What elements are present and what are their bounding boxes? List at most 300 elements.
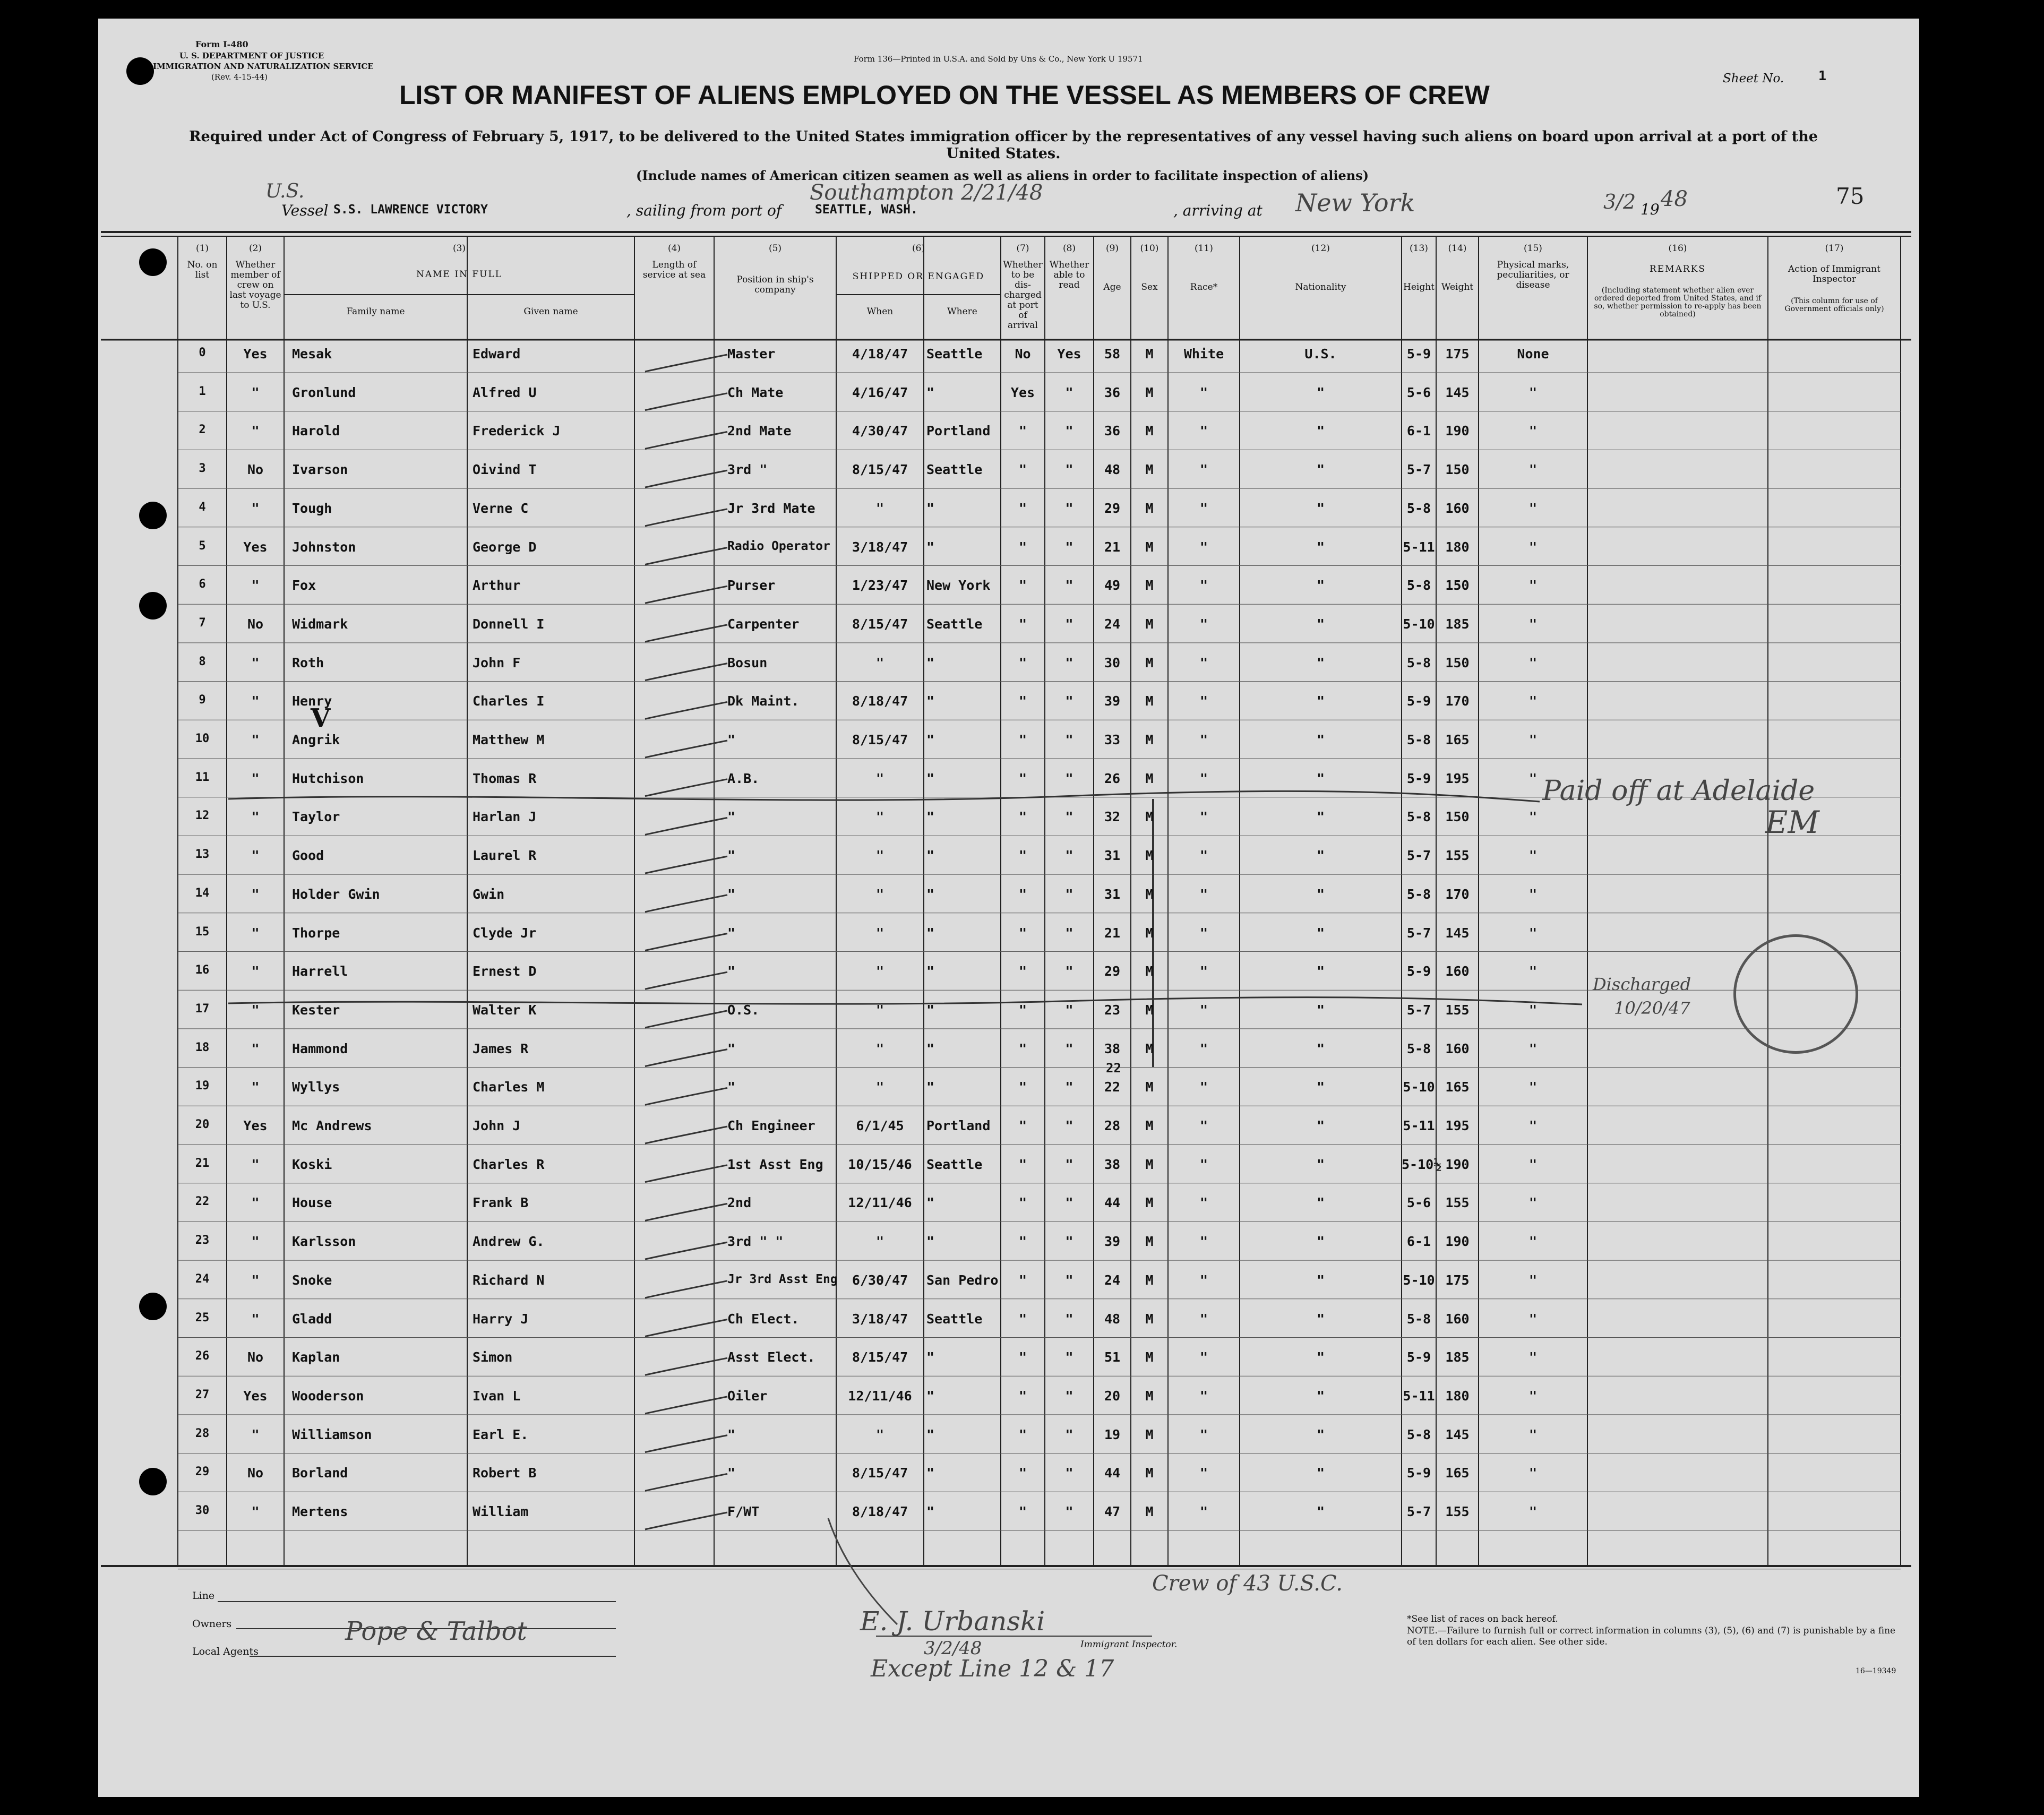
cell-no: 19 bbox=[195, 1079, 210, 1093]
cell-where: New York bbox=[926, 578, 991, 593]
cell-given: Frederick J bbox=[473, 423, 561, 439]
cell-where: " bbox=[926, 1002, 935, 1018]
cell-read: " bbox=[1065, 1002, 1073, 1018]
cell-last: " bbox=[251, 578, 260, 593]
cell-age: 36 bbox=[1104, 423, 1121, 439]
cell-given: John J bbox=[473, 1118, 521, 1133]
cell-weight: 190 bbox=[1445, 423, 1470, 439]
cell-race: " bbox=[1199, 1349, 1208, 1365]
cell-nat: " bbox=[1316, 886, 1325, 902]
cell-read: " bbox=[1065, 925, 1073, 941]
cell-last: " bbox=[251, 1156, 260, 1172]
cell-age: 31 bbox=[1104, 848, 1121, 864]
cell-sex: M bbox=[1145, 1079, 1154, 1095]
column-number: (12) bbox=[1311, 243, 1330, 254]
cell-where: " bbox=[926, 1465, 935, 1481]
cell-pos: Oiler bbox=[727, 1388, 768, 1404]
cell-no: 27 bbox=[195, 1388, 210, 1401]
cell-sex: M bbox=[1145, 964, 1154, 979]
cell-disch: " bbox=[1018, 1272, 1027, 1288]
column-header: Whether to be dis-charged at port of arrival bbox=[1003, 260, 1043, 331]
cell-last: " bbox=[251, 964, 260, 979]
cell-height: 5-9 bbox=[1406, 693, 1431, 709]
cell-last: " bbox=[251, 1426, 260, 1442]
cell-last: No bbox=[247, 616, 264, 632]
cell-disch: " bbox=[1018, 1504, 1027, 1519]
cell-weight: 160 bbox=[1445, 964, 1470, 979]
cell-where: " bbox=[926, 500, 935, 516]
cell-when: 4/16/47 bbox=[852, 384, 908, 400]
column-header: Length of service at sea bbox=[642, 260, 706, 280]
cell-where: " bbox=[926, 1388, 935, 1404]
cell-race: " bbox=[1199, 925, 1208, 941]
cell-weight: 160 bbox=[1445, 1040, 1470, 1056]
crew-note: Crew of 43 U.S.C. bbox=[1152, 1571, 1343, 1596]
cell-sex: M bbox=[1145, 1465, 1154, 1481]
cell-weight: 180 bbox=[1445, 539, 1470, 555]
column-header: Age bbox=[1103, 282, 1121, 293]
cell-last: Yes bbox=[243, 1388, 268, 1404]
year-label: 19 bbox=[1641, 201, 1660, 218]
cell-given: Ivan L bbox=[473, 1388, 521, 1404]
cell-age: 32 bbox=[1104, 809, 1121, 825]
owners-label: Owners bbox=[192, 1618, 232, 1630]
cell-marks: " bbox=[1528, 964, 1538, 979]
cell-no: 20 bbox=[195, 1118, 210, 1131]
cell-where: " bbox=[926, 1234, 935, 1250]
vessel-prefix: U.S. bbox=[265, 180, 305, 202]
column-header: Sex bbox=[1141, 282, 1158, 293]
page-title: LIST OR MANIFEST OF ALIENS EMPLOYED ON THE VESSEL AS MEMBERS OF CREW bbox=[399, 80, 1490, 110]
year-hand: 48 bbox=[1661, 187, 1688, 211]
cell-when: 8/18/47 bbox=[852, 1504, 908, 1519]
cell-read: " bbox=[1065, 1504, 1073, 1519]
cell-last: " bbox=[251, 1195, 260, 1211]
cell-last: " bbox=[251, 886, 260, 902]
cell-age: 29 bbox=[1104, 500, 1121, 516]
cell-family: Koski bbox=[292, 1156, 332, 1172]
cell-read: " bbox=[1065, 964, 1073, 979]
cell-pos: " bbox=[727, 925, 736, 941]
cell-nat: " bbox=[1316, 1118, 1325, 1133]
cell-nat: " bbox=[1316, 848, 1325, 864]
cell-where: Seattle bbox=[926, 1311, 983, 1327]
cell-given: Walter K bbox=[473, 1002, 537, 1018]
cell-when: " bbox=[875, 886, 884, 902]
cell-family: Wyllys bbox=[292, 1079, 340, 1095]
cell-nat: " bbox=[1316, 1388, 1325, 1404]
cell-pos: " bbox=[727, 964, 736, 979]
cell-sex: M bbox=[1145, 732, 1154, 747]
cell-when: " bbox=[875, 1426, 884, 1442]
cell-weight: 150 bbox=[1445, 578, 1470, 593]
service: IMMIGRATION AND NATURALIZATION SERVICE bbox=[153, 62, 374, 71]
cell-read: " bbox=[1065, 1156, 1073, 1172]
cell-family: House bbox=[292, 1195, 332, 1211]
cell-last: Yes bbox=[243, 346, 268, 362]
column-header: Height bbox=[1403, 282, 1435, 293]
include-note: (Include names of American citizen seamen as well as aliens in order to facilitate inspection of aliens) bbox=[636, 168, 1369, 183]
cell-marks: " bbox=[1528, 1079, 1538, 1095]
cell-read: " bbox=[1065, 616, 1073, 632]
inspector-label: Immigrant Inspector. bbox=[1080, 1639, 1178, 1650]
cell-where: " bbox=[926, 693, 935, 709]
cell-no: 30 bbox=[195, 1504, 210, 1517]
cell-nat: " bbox=[1316, 1040, 1325, 1056]
cell-where: Seattle bbox=[926, 462, 983, 478]
column-number: (14) bbox=[1448, 243, 1467, 254]
cell-nat: " bbox=[1316, 1504, 1325, 1519]
cell-race: " bbox=[1199, 809, 1208, 825]
cell-height: 5-6 bbox=[1406, 1195, 1431, 1211]
column-number: (10) bbox=[1140, 243, 1159, 254]
cell-height: 5-8 bbox=[1406, 732, 1431, 747]
cell-marks: " bbox=[1528, 500, 1538, 516]
cell-last: " bbox=[251, 423, 260, 439]
cell-where: Seattle bbox=[926, 616, 983, 632]
cell-height: 5-8 bbox=[1406, 1426, 1431, 1442]
cell-when: 3/18/47 bbox=[852, 539, 908, 555]
cell-disch: " bbox=[1018, 423, 1027, 439]
cell-age: 49 bbox=[1104, 578, 1121, 593]
cell-pos: " bbox=[727, 809, 736, 825]
cell-sex: M bbox=[1145, 693, 1154, 709]
cell-race: " bbox=[1199, 732, 1208, 747]
cell-where: " bbox=[926, 655, 935, 670]
cell-height: 5-8 bbox=[1406, 886, 1431, 902]
cell-sex: M bbox=[1145, 848, 1154, 864]
cell-disch: " bbox=[1018, 1349, 1027, 1365]
cell-given: Arthur bbox=[473, 578, 521, 593]
cell-given: Andrew G. bbox=[473, 1234, 545, 1250]
cell-when: 4/18/47 bbox=[852, 346, 908, 362]
cell-disch: " bbox=[1018, 1465, 1027, 1481]
cell-age: 28 bbox=[1104, 1118, 1121, 1133]
cell-age: 44 bbox=[1104, 1195, 1121, 1211]
cell-pos: Ch Engineer bbox=[727, 1118, 815, 1133]
cell-no: 25 bbox=[195, 1311, 210, 1324]
sheet-number: 1 bbox=[1818, 68, 1827, 83]
fine-note: NOTE.—Failure to furnish full or correct information in columns (3), (5), (6) and (7) is punishable by a fine of ten dollars for each alien. See other side. bbox=[1407, 1625, 1896, 1647]
cell-age: 58 bbox=[1104, 346, 1121, 362]
column-header: Race* bbox=[1190, 282, 1218, 293]
cell-read: " bbox=[1065, 1388, 1073, 1404]
cell-family: Good bbox=[292, 848, 324, 864]
cell-race: " bbox=[1199, 1388, 1208, 1404]
cell-no: 7 bbox=[199, 616, 206, 630]
cell-pos: Asst Elect. bbox=[727, 1349, 815, 1365]
cell-given: Laurel R bbox=[473, 848, 537, 864]
cell-no: 18 bbox=[195, 1040, 210, 1054]
cell-given: Gwin bbox=[473, 886, 505, 902]
cell-pos: Dk Maint. bbox=[727, 693, 800, 709]
age-correction: 22 bbox=[1106, 1061, 1121, 1076]
column-number: (6) bbox=[912, 243, 925, 254]
cell-nat: " bbox=[1316, 1079, 1325, 1095]
cell-nat: " bbox=[1316, 655, 1325, 670]
cell-disch: " bbox=[1018, 770, 1027, 786]
cell-pos: " bbox=[727, 732, 736, 747]
cell-race: " bbox=[1199, 770, 1208, 786]
cell-no: 10 bbox=[195, 732, 210, 745]
cell-disch: " bbox=[1018, 809, 1027, 825]
cell-sex: M bbox=[1145, 1311, 1154, 1327]
cell-race: " bbox=[1199, 462, 1208, 478]
cell-family: Snoke bbox=[292, 1272, 332, 1288]
cell-marks: " bbox=[1528, 1040, 1538, 1056]
cell-no: 15 bbox=[195, 925, 210, 939]
cell-sex: M bbox=[1145, 886, 1154, 902]
cell-pos: A.B. bbox=[727, 770, 760, 786]
cell-nat: " bbox=[1316, 1465, 1325, 1481]
cell-disch: " bbox=[1018, 1388, 1027, 1404]
cell-disch: " bbox=[1018, 1079, 1027, 1095]
cell-age: 51 bbox=[1104, 1349, 1121, 1365]
cell-height: 5-7 bbox=[1406, 848, 1431, 864]
cell-given: Oivind T bbox=[473, 462, 537, 478]
cell-disch: " bbox=[1018, 1118, 1027, 1133]
cell-disch: " bbox=[1018, 1040, 1027, 1056]
cell-no: 2 bbox=[199, 423, 206, 437]
cell-height: 6-1 bbox=[1406, 1234, 1431, 1250]
cell-nat: " bbox=[1316, 732, 1325, 747]
cell-nat: " bbox=[1316, 693, 1325, 709]
cell-family: Fox bbox=[292, 578, 316, 593]
cell-read: " bbox=[1065, 1195, 1073, 1211]
cell-weight: 145 bbox=[1445, 925, 1470, 941]
cell-last: " bbox=[251, 384, 260, 400]
agents-label: Local Agents bbox=[192, 1646, 259, 1657]
cell-when: " bbox=[875, 964, 884, 979]
cell-height: 5-7 bbox=[1406, 1504, 1431, 1519]
cell-last: " bbox=[251, 848, 260, 864]
cell-read: " bbox=[1065, 809, 1073, 825]
cell-race: " bbox=[1199, 1272, 1208, 1288]
cell-race: " bbox=[1199, 1002, 1208, 1018]
cell-race: " bbox=[1199, 500, 1208, 516]
cell-height: 5-7 bbox=[1406, 462, 1431, 478]
cell-family: Harrell bbox=[292, 964, 348, 979]
cell-age: 29 bbox=[1104, 964, 1121, 979]
cell-disch: " bbox=[1018, 848, 1027, 864]
cell-family: Gladd bbox=[292, 1311, 332, 1327]
cell-height: 5-9 bbox=[1406, 1465, 1431, 1481]
cell-family: Wooderson bbox=[292, 1388, 364, 1404]
cell-read: " bbox=[1065, 1272, 1073, 1288]
cell-race: " bbox=[1199, 423, 1208, 439]
cell-when: 8/15/47 bbox=[852, 462, 908, 478]
cell-read: " bbox=[1065, 462, 1073, 478]
cell-age: 39 bbox=[1104, 1234, 1121, 1250]
cell-no: 26 bbox=[195, 1349, 210, 1363]
cell-last: No bbox=[247, 462, 264, 478]
cell-race: " bbox=[1199, 1311, 1208, 1327]
cell-last: " bbox=[251, 809, 260, 825]
column-header: REMARKS bbox=[1649, 264, 1706, 274]
column-subheader-when: When bbox=[866, 306, 894, 317]
cell-nat: " bbox=[1316, 539, 1325, 555]
cell-marks: " bbox=[1528, 1002, 1538, 1018]
department: U. S. DEPARTMENT OF JUSTICE bbox=[179, 51, 324, 61]
cell-read: " bbox=[1065, 1426, 1073, 1442]
cell-where: " bbox=[926, 770, 935, 786]
cell-weight: 160 bbox=[1445, 1311, 1470, 1327]
cell-family: Mertens bbox=[292, 1504, 348, 1519]
cell-disch: No bbox=[1015, 346, 1031, 362]
cell-given: Edward bbox=[473, 346, 521, 362]
cell-given: Simon bbox=[473, 1349, 513, 1365]
cell-nat: " bbox=[1316, 964, 1325, 979]
cell-pos: " bbox=[727, 848, 736, 864]
cell-family: Angrik bbox=[292, 732, 340, 747]
cell-no: 4 bbox=[199, 500, 206, 514]
cell-no: 12 bbox=[195, 809, 210, 823]
cell-given: Robert B bbox=[473, 1465, 537, 1481]
cell-where: " bbox=[926, 1040, 935, 1056]
cell-pos: Purser bbox=[727, 578, 776, 593]
cell-race: " bbox=[1199, 1195, 1208, 1211]
port-typed: SEATTLE, WASH. bbox=[815, 203, 918, 217]
cell-read: " bbox=[1065, 886, 1073, 902]
cell-marks: " bbox=[1528, 384, 1538, 400]
cell-given: Clyde Jr bbox=[473, 925, 537, 941]
cell-last: " bbox=[251, 655, 260, 670]
paid-off-initials: EM bbox=[1765, 804, 1819, 840]
cell-read: " bbox=[1065, 732, 1073, 747]
cell-height: 5-8 bbox=[1406, 655, 1431, 670]
cell-last: " bbox=[251, 732, 260, 747]
print-code: 16—19349 bbox=[1856, 1667, 1896, 1675]
cell-last: " bbox=[251, 1079, 260, 1095]
cell-when: " bbox=[875, 848, 884, 864]
cell-race: " bbox=[1199, 964, 1208, 979]
cell-pos: " bbox=[727, 1040, 736, 1056]
cell-no: 21 bbox=[195, 1156, 210, 1170]
cell-marks: " bbox=[1528, 1195, 1538, 1211]
cell-weight: 185 bbox=[1445, 616, 1470, 632]
column-number: (9) bbox=[1105, 243, 1119, 254]
cell-no: 6 bbox=[199, 578, 206, 591]
agents-hand: Pope & Talbot bbox=[345, 1616, 527, 1646]
cell-no: 14 bbox=[195, 886, 210, 900]
cell-race: " bbox=[1199, 1426, 1208, 1442]
cell-sex: M bbox=[1145, 1118, 1154, 1133]
cell-pos: 2nd bbox=[727, 1195, 752, 1211]
cell-when: " bbox=[875, 655, 884, 670]
cell-pos: " bbox=[727, 1465, 736, 1481]
cell-nat: " bbox=[1316, 384, 1325, 400]
cell-where: " bbox=[926, 1504, 935, 1519]
cell-age: 20 bbox=[1104, 1388, 1121, 1404]
cell-sex: M bbox=[1145, 770, 1154, 786]
cell-pos: Radio Operator bbox=[727, 539, 830, 553]
cell-no: 13 bbox=[195, 848, 210, 862]
check-mark: V bbox=[311, 703, 331, 733]
column-header: Position in ship's company bbox=[736, 274, 814, 295]
cell-sex: M bbox=[1145, 462, 1154, 478]
cell-height: 5-9 bbox=[1406, 346, 1431, 362]
cell-family: Karlsson bbox=[292, 1234, 356, 1250]
cell-disch: " bbox=[1018, 693, 1027, 709]
cell-sex: M bbox=[1145, 925, 1154, 941]
cell-pos: 3rd " bbox=[727, 462, 768, 478]
cell-given: Richard N bbox=[473, 1272, 545, 1288]
cell-when: " bbox=[875, 809, 884, 825]
column-number: (4) bbox=[667, 243, 681, 254]
cell-read: " bbox=[1065, 693, 1073, 709]
column-header: Weight bbox=[1441, 282, 1474, 293]
cell-weight: 195 bbox=[1445, 1118, 1470, 1133]
cell-height: 5-11 bbox=[1403, 1118, 1435, 1133]
cell-age: 44 bbox=[1104, 1465, 1121, 1481]
cell-read: " bbox=[1065, 655, 1073, 670]
cell-sex: M bbox=[1145, 1504, 1154, 1519]
cell-marks: " bbox=[1528, 462, 1538, 478]
cell-marks: " bbox=[1528, 693, 1538, 709]
cell-sex: M bbox=[1145, 1388, 1154, 1404]
cell-race: " bbox=[1199, 1156, 1208, 1172]
cell-marks: None bbox=[1517, 346, 1549, 362]
cell-nat: " bbox=[1316, 1002, 1325, 1018]
column-number: (3) bbox=[452, 243, 466, 254]
cell-marks: " bbox=[1528, 655, 1538, 670]
cell-marks: " bbox=[1528, 1349, 1538, 1365]
vessel-name: S.S. LAWRENCE VICTORY bbox=[333, 203, 488, 217]
cell-where: " bbox=[926, 1426, 935, 1442]
cell-disch: " bbox=[1018, 925, 1027, 941]
cell-no: 28 bbox=[195, 1426, 210, 1440]
cell-no: 9 bbox=[199, 693, 206, 707]
cell-race: " bbox=[1199, 886, 1208, 902]
cell-no: 24 bbox=[195, 1272, 210, 1286]
cell-where: " bbox=[926, 964, 935, 979]
cell-sex: M bbox=[1145, 655, 1154, 670]
cell-weight: 155 bbox=[1445, 1195, 1470, 1211]
cell-family: Harold bbox=[292, 423, 340, 439]
discharged-note: Discharged bbox=[1593, 974, 1691, 994]
cell-race: " bbox=[1199, 1234, 1208, 1250]
column-subheader-family: Family name bbox=[346, 306, 405, 317]
cell-where: " bbox=[926, 886, 935, 902]
printer-line: Form 136—Printed in U.S.A. and Sold by Uns & Co., New York U 19571 bbox=[854, 54, 1143, 64]
cell-race: White bbox=[1183, 346, 1224, 362]
cell-age: 36 bbox=[1104, 384, 1121, 400]
cell-age: 24 bbox=[1104, 616, 1121, 632]
cell-no: 17 bbox=[195, 1002, 210, 1016]
cell-height: 5-9 bbox=[1406, 770, 1431, 786]
cell-last: " bbox=[251, 1311, 260, 1327]
cell-height: 5-10 bbox=[1403, 1272, 1435, 1288]
cell-age: 26 bbox=[1104, 770, 1121, 786]
cell-marks: " bbox=[1528, 578, 1538, 593]
cell-when: " bbox=[875, 500, 884, 516]
column-subheader-given: Given name bbox=[523, 306, 578, 317]
cell-nat: " bbox=[1316, 1156, 1325, 1172]
cell-pos: 3rd " " bbox=[727, 1234, 784, 1250]
cell-sex: M bbox=[1145, 1195, 1154, 1211]
cell-marks: " bbox=[1528, 1234, 1538, 1250]
cell-when: " bbox=[875, 770, 884, 786]
cell-weight: 165 bbox=[1445, 1465, 1470, 1481]
cell-family: Roth bbox=[292, 655, 324, 670]
cell-read: " bbox=[1065, 384, 1073, 400]
cell-when: " bbox=[875, 1002, 884, 1018]
cell-height: 5-7 bbox=[1406, 1002, 1431, 1018]
cell-marks: " bbox=[1528, 770, 1538, 786]
cell-nat: " bbox=[1316, 462, 1325, 478]
cell-height: 5-8 bbox=[1406, 1311, 1431, 1327]
cell-weight: 150 bbox=[1445, 655, 1470, 670]
